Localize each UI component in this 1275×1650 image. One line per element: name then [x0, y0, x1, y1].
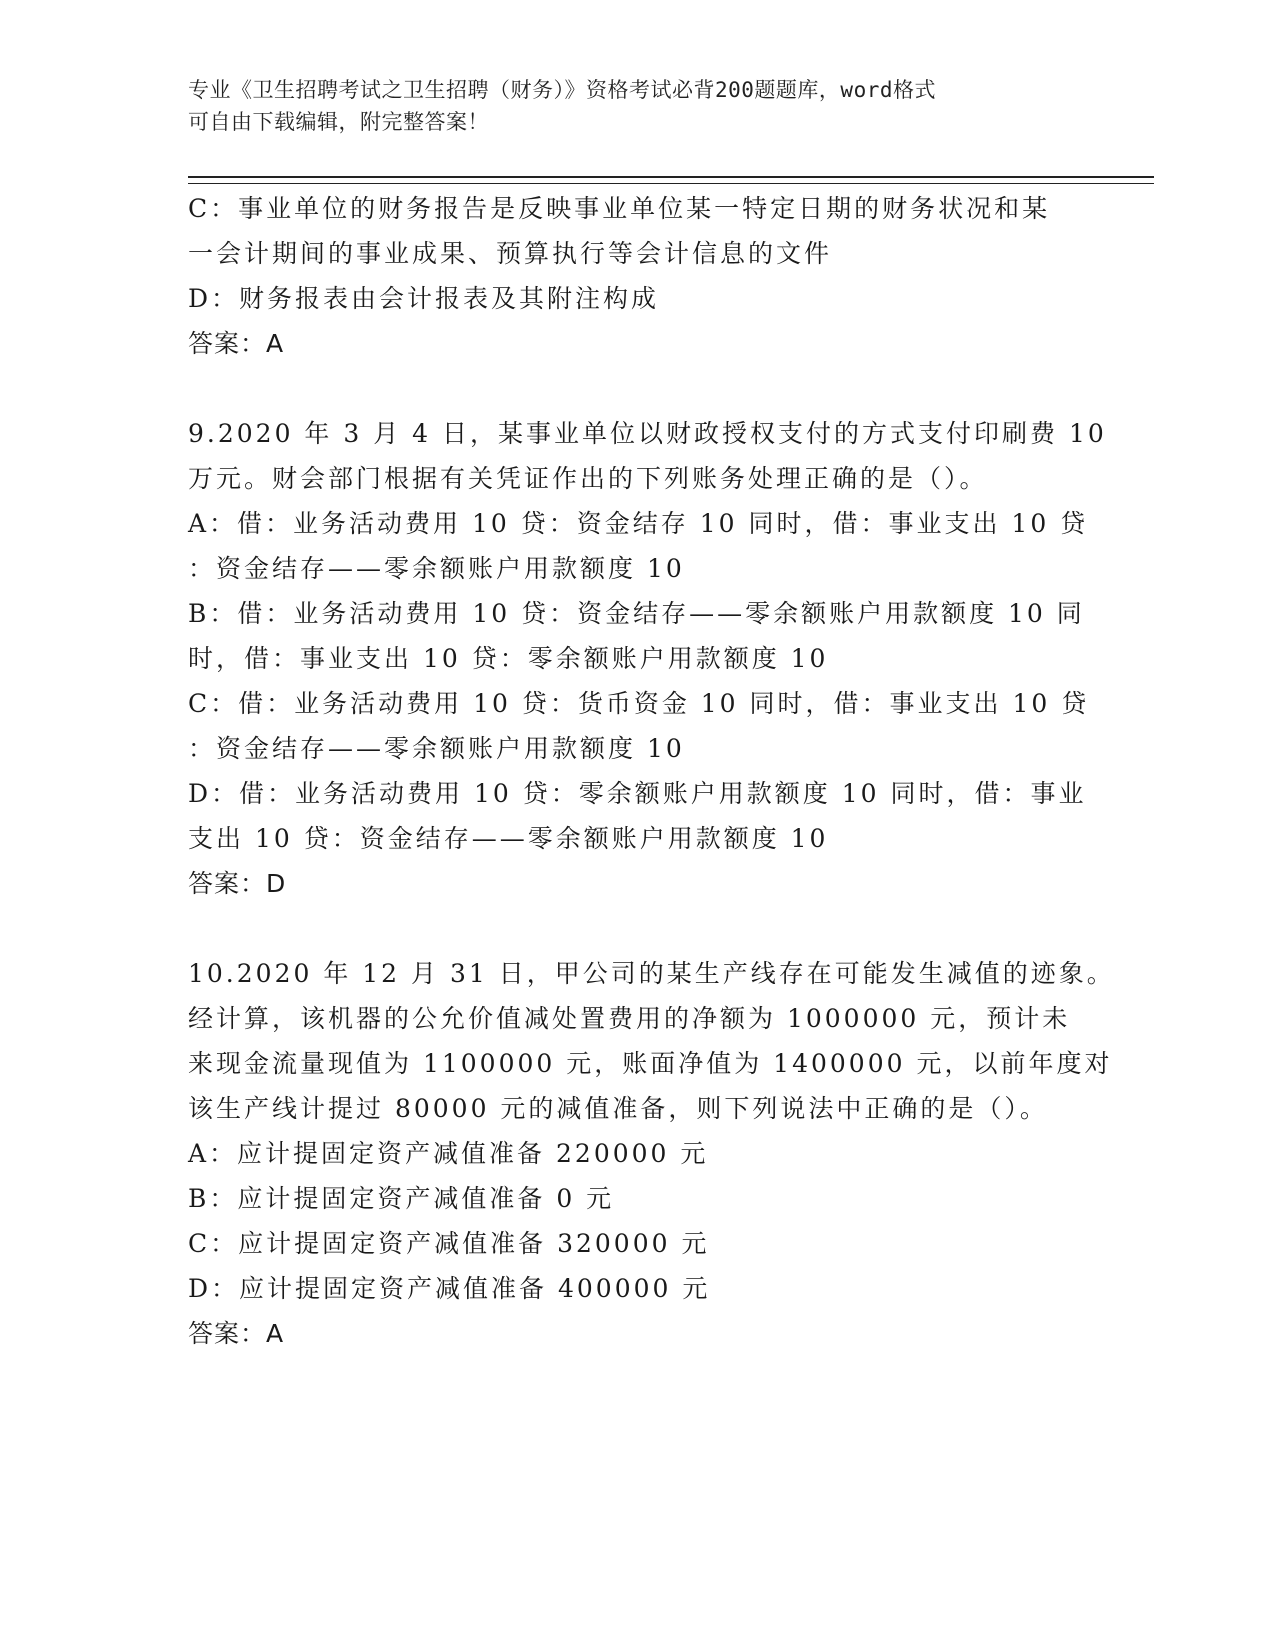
question-9	[188, 411, 1107, 906]
header-line-1: 专业《卫生招聘考试之卫生招聘（财务）》资格考试必背200题题库，word格式	[188, 78, 936, 102]
question-stem-line-3: 来现金流量现值为 1100000 元，账面净值为 1400000 元，以前年度对	[188, 1049, 1113, 1078]
question-10	[188, 951, 1115, 1356]
answer-label: 答案：A	[188, 329, 285, 358]
header-line-2: 可自由下载编辑，附完整答案！	[188, 110, 489, 134]
question-8-tail	[188, 186, 1088, 366]
option-b: B：应计提固定资产减值准备 0 元	[188, 1184, 615, 1213]
option-b-line-1: B：借：业务活动费用 10 贷：资金结存——零余额账户用款额度 10 同	[188, 599, 1085, 628]
option-a-line-1: A：借：业务活动费用 10 贷：资金结存 10 同时，借：事业支出 10 贷	[188, 509, 1089, 538]
question-stem-line-1: 9.2020 年 3 月 4 日，某事业单位以财政授权支付的方式支付印刷费 10	[188, 419, 1107, 448]
answer-label: 答案：A	[188, 1319, 285, 1348]
option-a-line-2: ：资金结存——零余额账户用款额度 10	[188, 554, 685, 583]
question-stem-line-2: 万元。财会部门根据有关凭证作出的下列账务处理正确的是（）。	[188, 464, 988, 493]
option-c-line-1: C：事业单位的财务报告是反映事业单位某一特定日期的财务状况和某	[188, 194, 1051, 223]
option-c: C：应计提固定资产减值准备 320000 元	[188, 1229, 710, 1258]
page-header	[188, 74, 1068, 138]
question-content	[188, 186, 1115, 1356]
spacer	[188, 366, 1088, 411]
answer-label: 答案：D	[188, 869, 287, 898]
option-d: D：财务报表由会计报表及其附注构成	[188, 284, 660, 313]
option-c-line-2: 一会计期间的事业成果、预算执行等会计信息的文件	[188, 239, 833, 268]
option-a: A：应计提固定资产减值准备 220000 元	[188, 1139, 709, 1168]
spacer	[188, 906, 1088, 951]
option-d: D：应计提固定资产减值准备 400000 元	[188, 1274, 711, 1303]
option-b-line-2: 时，借：事业支出 10 贷：零余额账户用款额度 10	[188, 644, 829, 673]
option-d-line-2: 支出 10 贷：资金结存——零余额账户用款额度 10	[188, 824, 829, 853]
option-c-line-2: ：资金结存——零余额账户用款额度 10	[188, 734, 685, 763]
question-stem-line-2: 经计算，该机器的公允价值减处置费用的净额为 1000000 元，预计未	[188, 1004, 1071, 1033]
header-divider-thin	[188, 183, 1154, 184]
option-c-line-1: C：借：业务活动费用 10 贷：货币资金 10 同时，借：事业支出 10 贷	[188, 689, 1090, 718]
header-divider-thick	[188, 176, 1154, 178]
option-d-line-1: D：借：业务活动费用 10 贷：零余额账户用款额度 10 同时，借：事业	[188, 779, 1087, 808]
question-stem-line-1: 10.2020 年 12 月 31 日，甲公司的某生产线存在可能发生减值的迹象。	[188, 959, 1115, 988]
question-stem-line-4: 该生产线计提过 80000 元的减值准备，则下列说法中正确的是（）。	[188, 1094, 1048, 1123]
